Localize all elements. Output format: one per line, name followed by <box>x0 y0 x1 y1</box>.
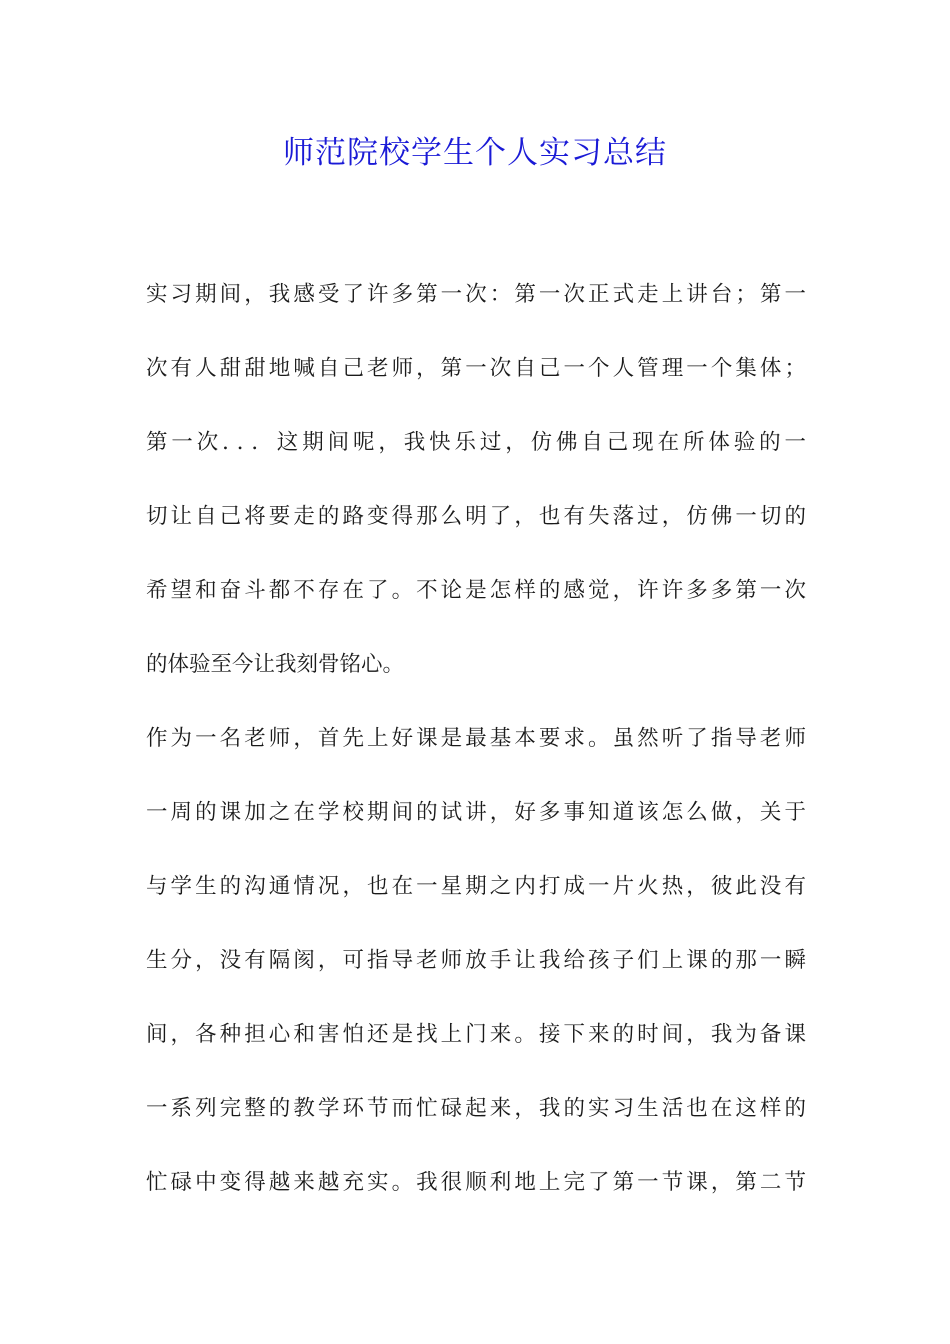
text-line: 一周的课加之在学校期间的试讲，好多事知道该怎么做，关于 <box>146 800 806 825</box>
text-line: 实习期间，我感受了许多第一次：第一次正式走上讲台；第一 <box>146 282 806 307</box>
text-line: 作为一名老师，首先上好课是最基本要求。虽然听了指导老师 <box>146 726 806 751</box>
text-line: 生分，没有隔阂，可指导老师放手让我给孩子们上课的那一瞬 <box>146 948 806 973</box>
text-line: 的体验至今让我刻骨铭心。 <box>146 652 405 677</box>
text-line: 间，各种担心和害怕还是找上门来。接下来的时间，我为备课 <box>146 1022 806 1047</box>
paragraph-2 <box>146 702 806 1220</box>
document-body <box>146 258 806 1220</box>
text-line: 希望和奋斗都不存在了。不论是怎样的感觉，许许多多第一次 <box>146 578 806 603</box>
text-line: 一系列完整的教学环节而忙碌起来，我的实习生活也在这样的 <box>146 1096 806 1121</box>
text-line: 切让自己将要走的路变得那么明了，也有失落过，仿佛一切的 <box>146 504 806 529</box>
document-title: 师范院校学生个人实习总结 <box>283 135 667 171</box>
text-line: 与学生的沟通情况，也在一星期之内打成一片火热，彼此没有 <box>146 874 806 899</box>
text-line: 忙碌中变得越来越充实。我很顺利地上完了第一节课，第二节 <box>146 1170 806 1195</box>
paragraph-1 <box>146 258 806 702</box>
text-line: 第一次．．．这期间呢，我快乐过，仿佛自己现在所体验的一 <box>146 430 806 455</box>
text-line: 次有人甜甜地喊自己老师，第一次自己一个人管理一个集体； <box>146 356 806 381</box>
